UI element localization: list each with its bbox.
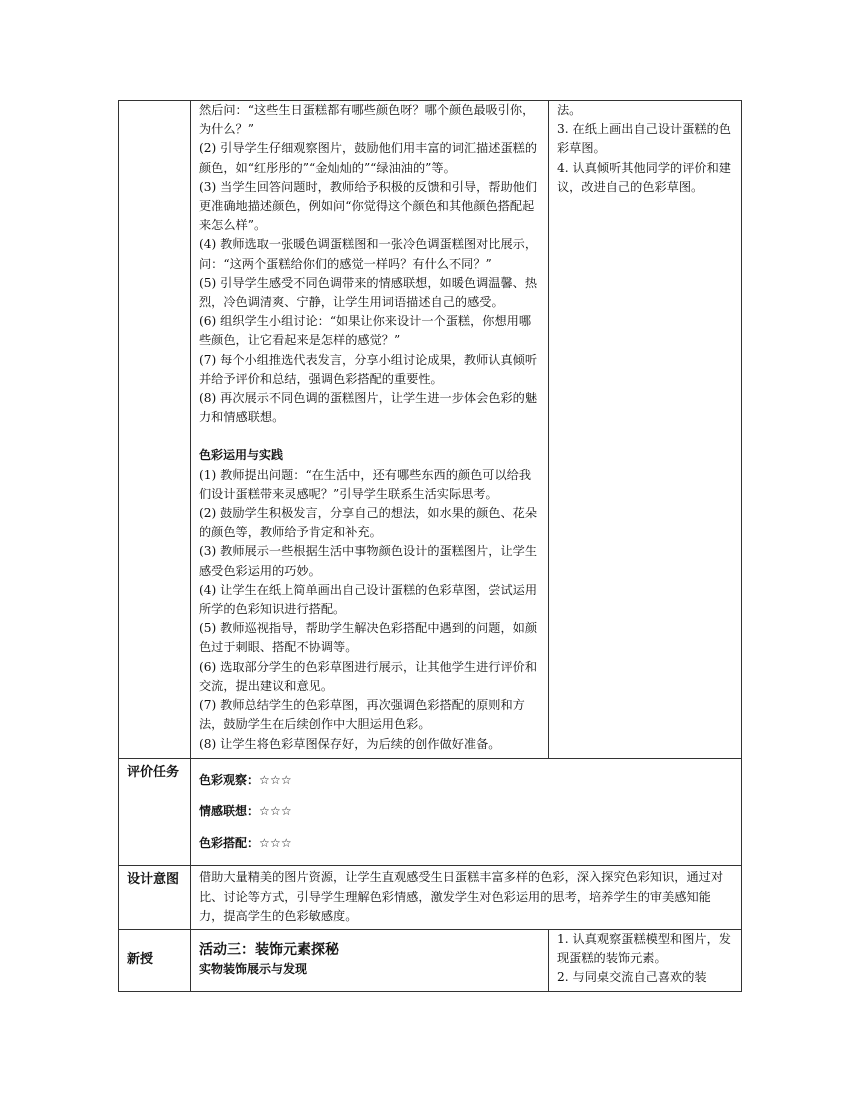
star-rating: ☆☆☆ — [259, 772, 292, 787]
process-line: (5) 教师巡视指导，帮助学生解决色彩搭配中遇到的问题，如颜色过于刺眼、搭配不协调等。 — [199, 621, 538, 655]
new-lesson-student-cell — [549, 929, 742, 992]
student-line: 4. 认真倾听其他同学的评价和建议，改进自己的色彩草图。 — [557, 160, 731, 194]
process-line: (7) 每个小组推选代表发言，分享小组讨论成果，教师认真倾听并给予评价和总结，强调色彩搭配的重要性。 — [199, 352, 538, 386]
design-intent-text: 借助大量精美的图片资源，让学生直观感受生日蛋糕丰富多样的色彩，深入探究色彩知识，通过对比、讨论等方式，引导学生理解色彩情感，激发学生对色彩运用的思考，培养学生的审美感知能力，提高学生的色彩敏感度。 — [191, 866, 742, 930]
teacher-process-cell — [191, 101, 549, 759]
section-title: 色彩运用与实践 — [199, 448, 284, 463]
design-intent-label: 设计意图 — [119, 866, 191, 930]
evaluation-item-name: 情感联想： — [199, 804, 260, 819]
process-line: (5) 引导学生感受不同色调带来的情感联想，如暖色调温馨、热烈，冷色调清爽、宁静，让学生用词语描述自己的感受。 — [199, 275, 538, 310]
process-line: (3) 教师展示一些根据生活中事物颜色设计的蛋糕图片，让学生感受色彩运用的巧妙。 — [199, 544, 538, 578]
process-line: (1) 教师提出问题：“在生活中，还有哪些东西的颜色可以给我们设计蛋糕带来灵感呢？”引导学生联系生活实际思考。 — [199, 467, 532, 501]
new-lesson-label: 新授 — [119, 929, 191, 992]
evaluation-item — [199, 802, 735, 821]
activity-title: 活动三：装饰元素探秘 — [199, 941, 339, 958]
evaluation-item — [199, 771, 735, 790]
evaluation-item — [199, 834, 735, 853]
evaluation-row — [119, 758, 742, 865]
process-line: (8) 再次展示不同色调的蛋糕图片，让学生进一步体会色彩的魅力和情感联想。 — [199, 391, 538, 425]
evaluation-item-name: 色彩搭配： — [199, 835, 260, 850]
evaluation-cell — [191, 758, 742, 865]
evaluation-label: 评价任务 — [119, 758, 191, 865]
new-lesson-cell — [191, 929, 549, 992]
process-line: (7) 教师总结学生的色彩草图，再次强调色彩搭配的原则和方法，鼓励学生在后续创作中大胆运用色彩。 — [199, 698, 525, 732]
lesson-plan-table — [118, 100, 742, 992]
process-line: (6) 选取部分学生的色彩草图进行展示，让其他学生进行评价和交流，提出建议和意见。 — [199, 659, 538, 693]
process-line: (4) 让学生在纸上简单画出自己设计蛋糕的色彩草图，尝试运用所学的色彩知识进行搭配。 — [199, 582, 538, 617]
row-label-empty — [119, 101, 191, 759]
star-rating: ☆☆☆ — [259, 835, 292, 850]
evaluation-item-name: 色彩观察： — [199, 772, 260, 787]
design-intent-row — [119, 866, 742, 930]
student-line: 法。 — [557, 103, 582, 117]
activity-subtitle: 实物装饰展示与发现 — [199, 961, 308, 976]
student-activity-cell — [549, 101, 742, 759]
new-lesson-row — [119, 929, 742, 992]
process-line: (3) 当学生回答问题时，教师给予积极的反馈和引导，帮助他们更准确地描述颜色，例如问“你觉得这个颜色和其他颜色搭配起来怎么样”。 — [199, 179, 538, 233]
process-line: (2) 鼓励学生积极发言，分享自己的想法，如水果的颜色、花朵的颜色等，教师给予肯定和补充。 — [199, 506, 538, 540]
process-row — [119, 101, 742, 759]
student-line: 2. 与同桌交流自己喜欢的装 — [557, 969, 707, 984]
process-line: (6) 组织学生小组讨论：“如果让你来设计一个蛋糕，你想用哪些颜色，让它看起来是怎样的感觉？” — [199, 314, 532, 348]
process-line: 然后问：“这些生日蛋糕都有哪些颜色呀？哪个颜色最吸引你，为什么？” — [199, 103, 535, 137]
spacer — [199, 427, 542, 446]
process-line: (2) 引导学生仔细观察图片，鼓励他们用丰富的词汇描述蛋糕的颜色，如“红彤彤的”“金灿灿的”“绿油油的”等。 — [199, 141, 538, 175]
process-line: (4) 教师选取一张暖色调蛋糕图和一张冷色调蛋糕图对比展示，问：“这两个蛋糕给你们的感觉一样吗？有什么不同？” — [199, 237, 538, 271]
student-line: 1. 认真观察蛋糕模型和图片，发现蛋糕的装饰元素。 — [557, 931, 731, 965]
star-rating: ☆☆☆ — [259, 804, 292, 819]
process-line: (8) 让学生将色彩草图保存好，为后续的创作做好准备。 — [199, 736, 501, 751]
student-line: 3. 在纸上画出自己设计蛋糕的色彩草图。 — [557, 122, 731, 156]
